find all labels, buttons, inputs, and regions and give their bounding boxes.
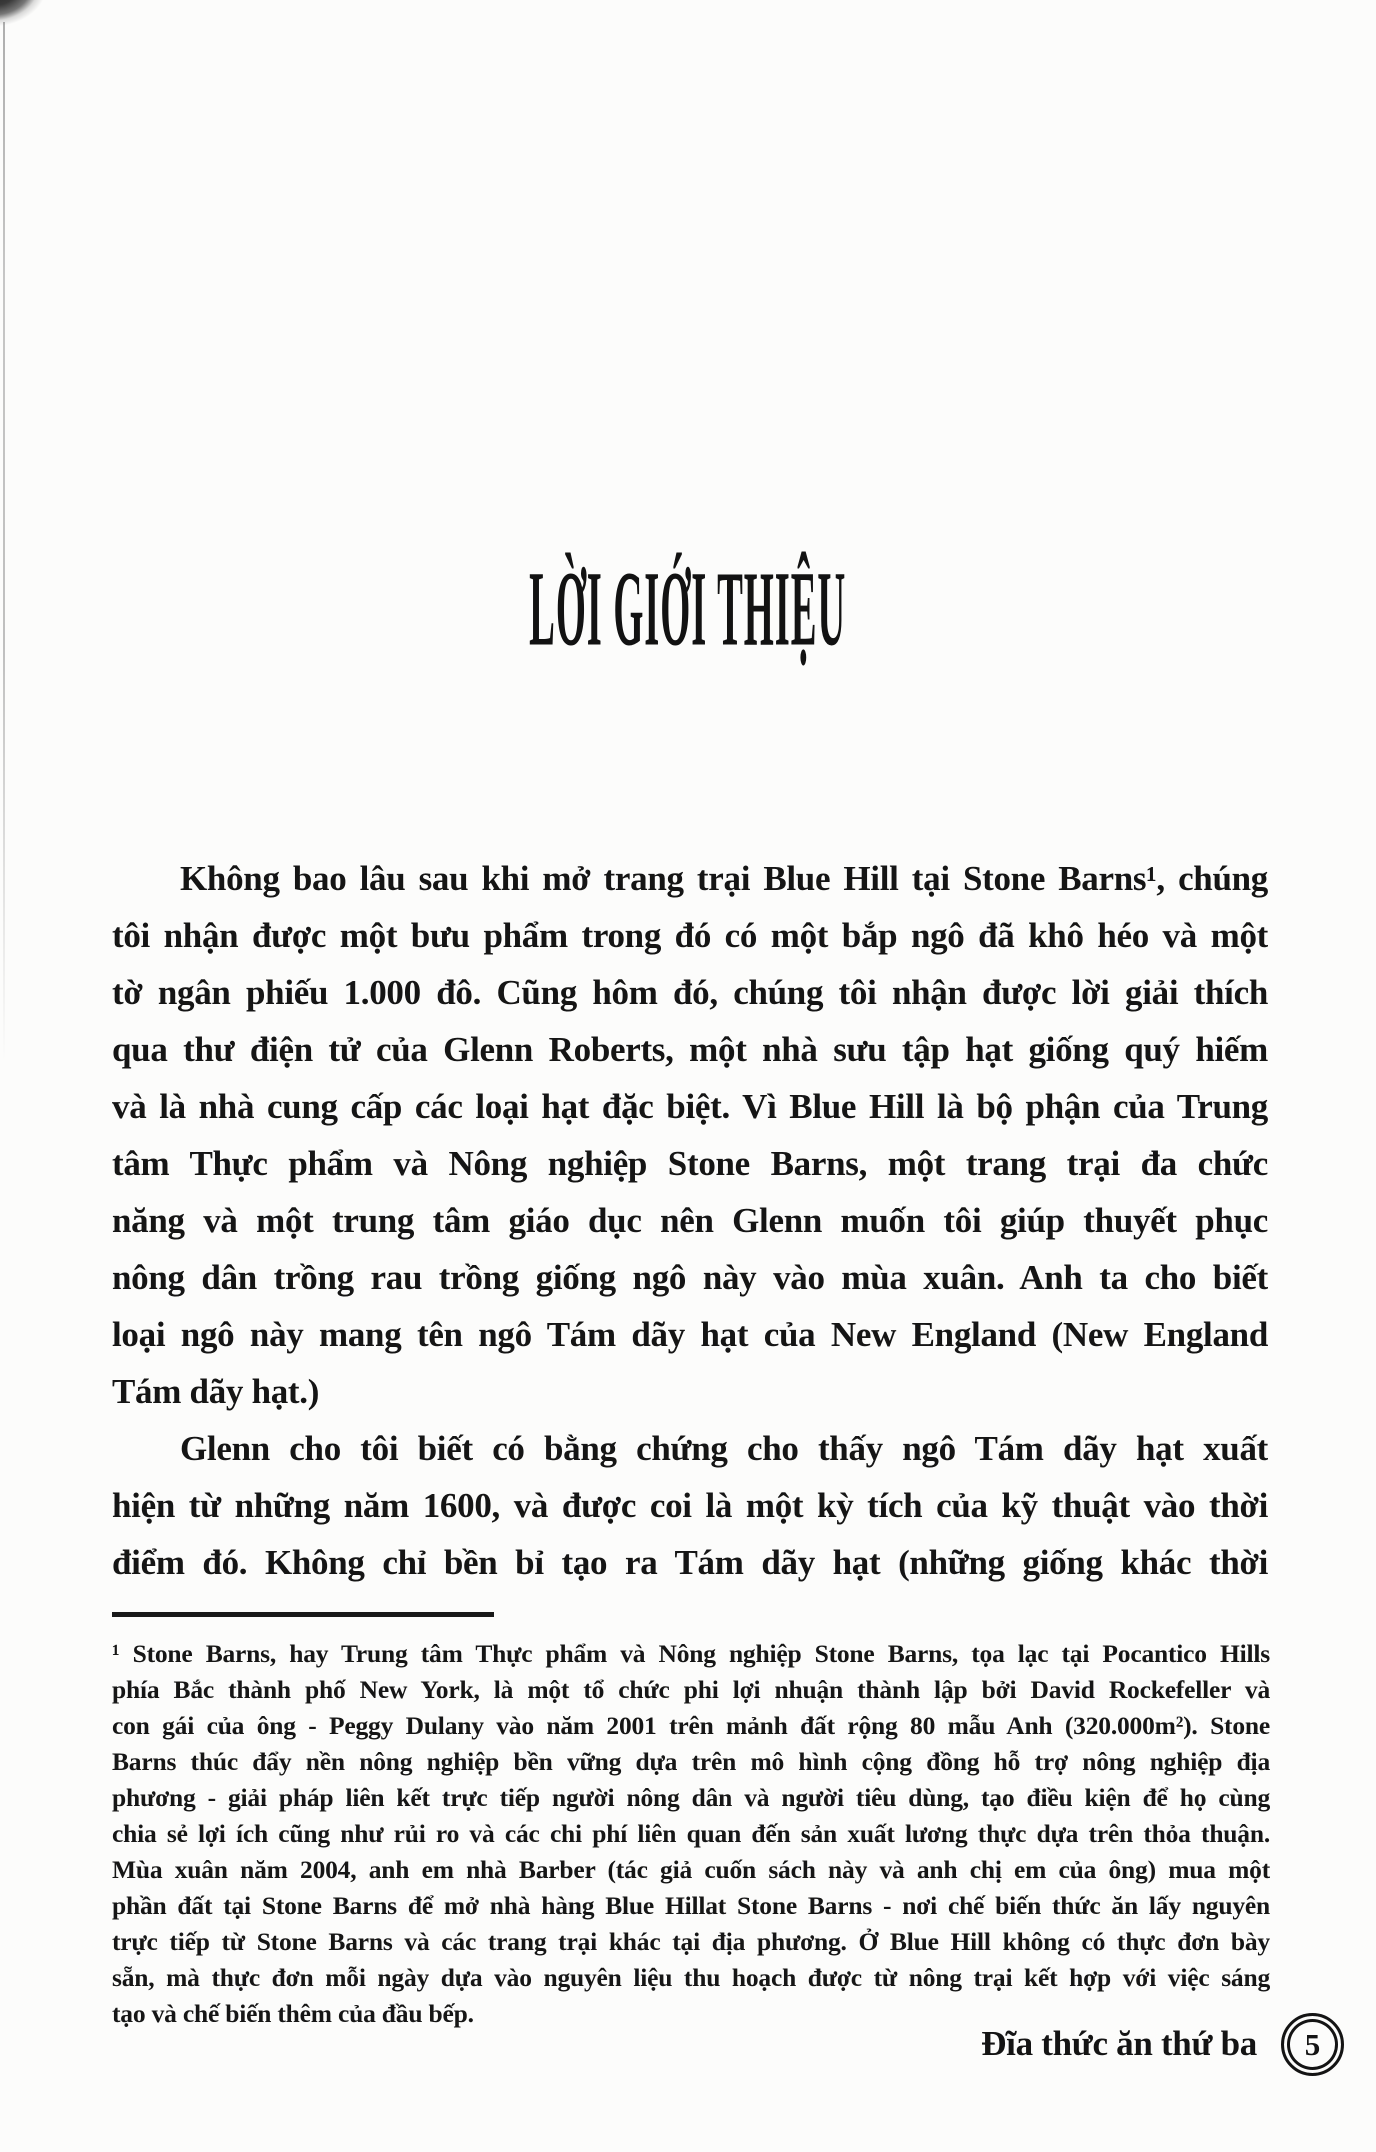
chapter-title-wrap <box>0 549 1376 669</box>
text-line: Không bao lâu sau khi mở trang trại Blue Hill tại Stone Barns¹, chúng <box>180 859 1268 898</box>
footnote <box>112 1636 1270 2032</box>
footnote-line: sẵn, mà thực đơn mỗi ngày dựa vào nguyên liệu thu hoạch được từ nông trại kết hợp với việc sáng <box>112 1963 1270 1992</box>
text-line: và là nhà cung cấp các loại hạt đặc biệt. Vì Blue Hill là bộ phận của Trung <box>112 1087 1268 1126</box>
footnote-line: chia sẻ lợi ích cũng như rủi ro và các chi phí liên quan đến sản xuất lương thực dựa trên thỏa thuận. <box>112 1819 1270 1848</box>
page-number: 5 <box>1304 2026 1321 2062</box>
running-title: Đĩa thức ăn thứ ba <box>981 2024 1257 2063</box>
scan-artifact-corner <box>0 0 86 72</box>
page-number-badge <box>1281 2013 1344 2076</box>
footnote-line: phía Bắc thành phố New York, là một tổ chức phi lợi nhuận thành lập bởi David Rockefeller và <box>112 1675 1270 1704</box>
page-footer <box>981 2012 1344 2076</box>
footnote-line: Barns thúc đẩy nền nông nghiệp bền vững dựa trên mô hình cộng đồng hỗ trợ nông nghiệp địa <box>112 1747 1270 1776</box>
footnote-line: phương - giải pháp liên kết trực tiếp người nông dân và người tiêu dùng, tạo điều kiện để họ cùng <box>112 1783 1270 1812</box>
footnote-separator <box>112 1612 494 1617</box>
footnote-line: phần đất tại Stone Barns để mở nhà hàng Blue Hillat Stone Barns - nơi chế biến thức ăn lấy nguyên <box>112 1891 1270 1920</box>
body-text <box>112 850 1268 1591</box>
text-line: Tám dãy hạt.) <box>112 1372 320 1411</box>
scan-artifact-edge-line <box>3 22 5 1062</box>
text-line: qua thư điện tử của Glenn Roberts, một nhà sưu tập hạt giống quý hiếm <box>112 1030 1268 1069</box>
chapter-title: LỜI GIỚI THIỆU <box>529 549 847 669</box>
text-line: năng và một trung tâm giáo dục nên Glenn muốn tôi giúp thuyết phục <box>112 1201 1268 1240</box>
footnote-line: Mùa xuân năm 2004, anh em nhà Barber (tác giả cuốn sách này và anh chị em của ông) mua một <box>112 1855 1270 1884</box>
text-line: tâm Thực phẩm và Nông nghiệp Stone Barns, một trang trại đa chức <box>112 1144 1268 1183</box>
text-line: hiện từ những năm 1600, và được coi là một kỳ tích của kỹ thuật vào thời <box>112 1486 1268 1525</box>
footnote-line: ¹ Stone Barns, hay Trung tâm Thực phẩm và Nông nghiệp Stone Barns, tọa lạc tại Pocantico Hills <box>112 1639 1270 1668</box>
footnote-line: trực tiếp từ Stone Barns và các trang trại khác tại địa phương. Ở Blue Hill không có thực đơn bày <box>112 1927 1270 1956</box>
text-line: Glenn cho tôi biết có bằng chứng cho thấy ngô Tám dãy hạt xuất <box>180 1429 1268 1468</box>
footnote-line: con gái của ông - Peggy Dulany vào năm 2001 trên mảnh đất rộng 80 mẫu Anh (320.000m²). Stone <box>112 1711 1270 1740</box>
text-line: tôi nhận được một bưu phẩm trong đó có một bắp ngô đã khô héo và một <box>112 916 1268 955</box>
text-line: loại ngô này mang tên ngô Tám dãy hạt của New England (New England <box>112 1315 1268 1354</box>
paragraph-1 <box>112 850 1268 1420</box>
paragraph-2 <box>112 1420 1268 1591</box>
text-line: tờ ngân phiếu 1.000 đô. Cũng hôm đó, chúng tôi nhận được lời giải thích <box>112 973 1268 1012</box>
text-line: nông dân trồng rau trồng giống ngô này vào mùa xuân. Anh ta cho biết <box>112 1258 1268 1297</box>
text-line: điểm đó. Không chỉ bền bỉ tạo ra Tám dãy hạt (những giống khác thời <box>112 1543 1268 1582</box>
footnote-line: tạo và chế biến thêm của đầu bếp. <box>112 1999 474 2028</box>
